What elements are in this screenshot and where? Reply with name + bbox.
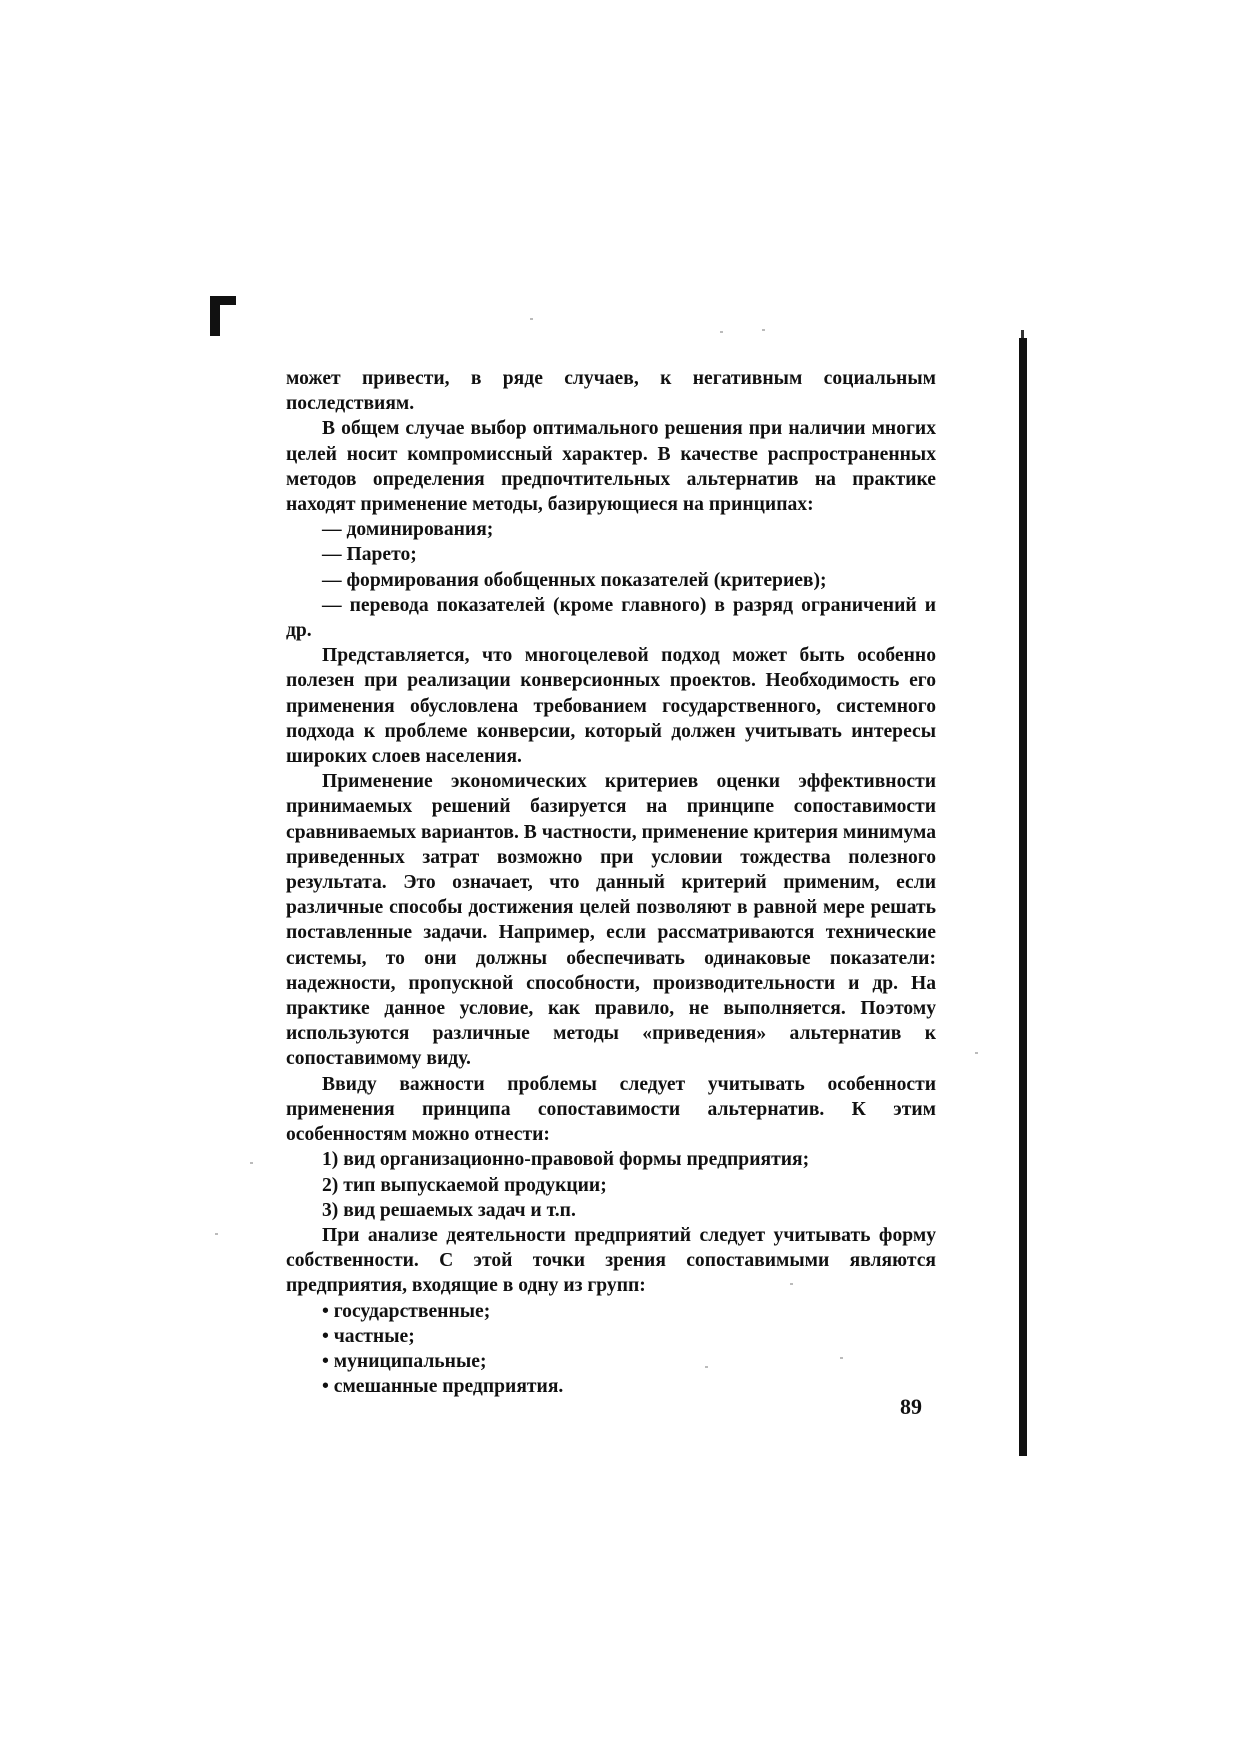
list-item: 2) тип выпускаемой продукции;: [322, 1174, 607, 1196]
crop-mark-horizontal: [210, 296, 236, 305]
paragraph: Применение экономических критериев оценки эффективности принимаемых решений базируется на принципе сопоставимости сравниваемых вариантов. В частности, применение критерия минимума приведенных затрат возможно при условии тождества полезного результата. Это означает, что данный критерий применим, если различные способы достижения целей позволяют в равной мере решать поставленные задачи. Например, если рассматриваются технические системы, то они должны обеспечивать одинаковые показатели: надежности, пропускной способности, производительности и др. На практике данное условие, как правило, не выполняется. Поэтому используются различные методы «приведения» альтернатив к сопоставимому виду.: [286, 771, 936, 1070]
scan-speck: [762, 329, 765, 331]
list-item: • государственные;: [322, 1300, 491, 1322]
paragraph: Ввиду важности проблемы следует учитывать особенности применения принципа сопоставимости альтернатив. К этим особенностям можно отнести:: [286, 1073, 936, 1146]
list-item: — доминирования;: [322, 519, 494, 541]
crop-corner-mark: [210, 296, 236, 336]
scan-speck: [705, 1366, 708, 1368]
paragraph: При анализе деятельности предприятий следует учитывать форму собственности. С этой точки зрения сопоставимыми являются предприятия, входящие в одну из групп:: [286, 1224, 936, 1297]
page-edge-line: [1019, 338, 1027, 1456]
scan-speck: [215, 1233, 218, 1235]
list-item-wrapped: — перевода показателей (кроме главного) в разряд ограничений и др.: [286, 594, 936, 642]
list-item: — Парето;: [322, 544, 417, 566]
list-item: — формирования обобщенных показателей (критериев);: [322, 569, 827, 591]
scan-speck: [250, 1162, 253, 1164]
scan-speck: [790, 1283, 793, 1285]
page-body-text: [286, 366, 936, 1399]
paragraph: В общем случае выбор оптимального решения при наличии многих целей носит компромиссный характер. В качестве распространенных методов определения предпочтительных альтернатив на практике находят применение методы, базирующиеся на принципах:: [286, 418, 936, 516]
list-item: 3) вид решаемых задач и т.п.: [322, 1199, 576, 1221]
scan-speck: [530, 318, 533, 320]
text-continuation: может привести, в ряде случаев, к негативным социальным последствиям.: [286, 368, 936, 415]
page-number: 89: [900, 1394, 922, 1419]
scan-speck: [720, 331, 723, 333]
paragraph: Представляется, что многоцелевой подход может быть особенно полезен при реализации конверсионных проектов. Необходимость его применения обусловлена требованием государственного, системного подхода к проблеме конверсии, который должен учитывать интересы широких слоев населения.: [286, 645, 936, 768]
list-item: 1) вид организационно-правовой формы предприятия;: [322, 1149, 810, 1171]
list-item: • частные;: [322, 1325, 415, 1347]
list-item: • муниципальные;: [322, 1350, 487, 1372]
list-item: • смешанные предприятия.: [322, 1376, 564, 1398]
scan-speck: [975, 1052, 978, 1054]
scan-speck: [840, 1357, 843, 1359]
